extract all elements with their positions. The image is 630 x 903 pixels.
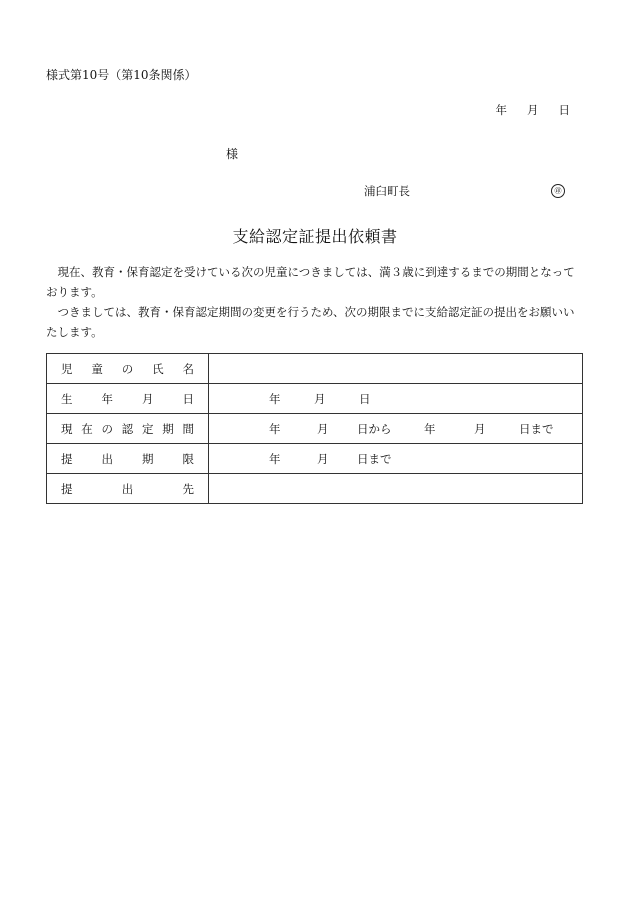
row-deadline — [47, 444, 583, 474]
row-child-name — [47, 354, 583, 384]
seal-mark-icon: ㊞ — [551, 184, 565, 198]
row-value-field[interactable] — [209, 414, 583, 444]
label-char: 童 — [91, 361, 103, 376]
label-char: 先 — [182, 481, 194, 496]
value-fragment: 日まで — [357, 452, 392, 466]
label-char: 出 — [101, 451, 113, 466]
row-label — [47, 444, 209, 474]
value-fragment: 日まで — [519, 422, 554, 436]
form-number: 様式第10号（第10条関係） — [46, 68, 197, 82]
row-value-field[interactable] — [209, 444, 583, 474]
label-char: 間 — [182, 421, 194, 436]
body-text — [46, 262, 586, 342]
value-fragment: 日 — [359, 392, 371, 406]
label-char: 現 — [61, 421, 73, 436]
sender-name: 浦臼町長 — [364, 184, 410, 198]
date-month-label: 月 — [527, 103, 539, 117]
label-char: 提 — [61, 451, 73, 466]
body-paragraph-2: つきましては、教育・保育認定期間の変更を行うため、次の期限までに支給認定証の提出をお願いいたします。 — [46, 305, 575, 339]
value-fragment: 月 — [314, 392, 326, 406]
info-table — [46, 353, 583, 504]
row-submit-to — [47, 474, 583, 504]
row-birth-date — [47, 384, 583, 414]
label-char: 提 — [61, 481, 73, 496]
value-fragment: 月 — [317, 422, 329, 436]
row-current-period — [47, 414, 583, 444]
label-char: の — [101, 421, 113, 436]
label-char: 名 — [182, 361, 194, 376]
label-char: 児 — [61, 361, 73, 376]
value-fragment: 年 — [269, 422, 281, 436]
label-char: 認 — [121, 421, 134, 436]
row-label — [47, 384, 209, 414]
row-label — [47, 474, 209, 504]
label-char: 年 — [101, 391, 113, 406]
label-char: 氏 — [152, 361, 164, 376]
label-char: 生 — [61, 391, 73, 406]
row-value-field[interactable] — [209, 354, 583, 384]
issue-date — [496, 102, 571, 118]
document-title: 支給認定証提出依頼書 — [232, 227, 398, 246]
label-char: 在 — [81, 421, 93, 436]
value-fragment: 月 — [474, 422, 486, 436]
row-label — [47, 414, 209, 444]
label-char: 期 — [142, 451, 154, 466]
label-char: の — [121, 361, 134, 376]
date-year-label: 年 — [495, 103, 507, 117]
date-day-label: 日 — [558, 103, 570, 117]
recipient-honorific: 様 — [226, 147, 239, 161]
value-fragment: 月 — [317, 452, 329, 466]
label-char: 定 — [142, 421, 154, 436]
value-fragment: 日から — [357, 422, 392, 436]
label-char: 日 — [182, 391, 194, 406]
row-label — [47, 354, 209, 384]
label-char: 出 — [121, 481, 134, 496]
value-fragment: 年 — [269, 452, 281, 466]
label-char: 期 — [162, 421, 174, 436]
label-char: 月 — [142, 391, 154, 406]
value-fragment: 年 — [269, 392, 281, 406]
body-paragraph-1: 現在、教育・保育認定を受けている次の児童につきましては、満３歳に到達するまでの期間となっております。 — [46, 265, 575, 299]
row-value-field[interactable] — [209, 384, 583, 414]
label-char: 限 — [182, 451, 194, 466]
value-fragment: 年 — [424, 422, 436, 436]
row-value-field[interactable] — [209, 474, 583, 504]
